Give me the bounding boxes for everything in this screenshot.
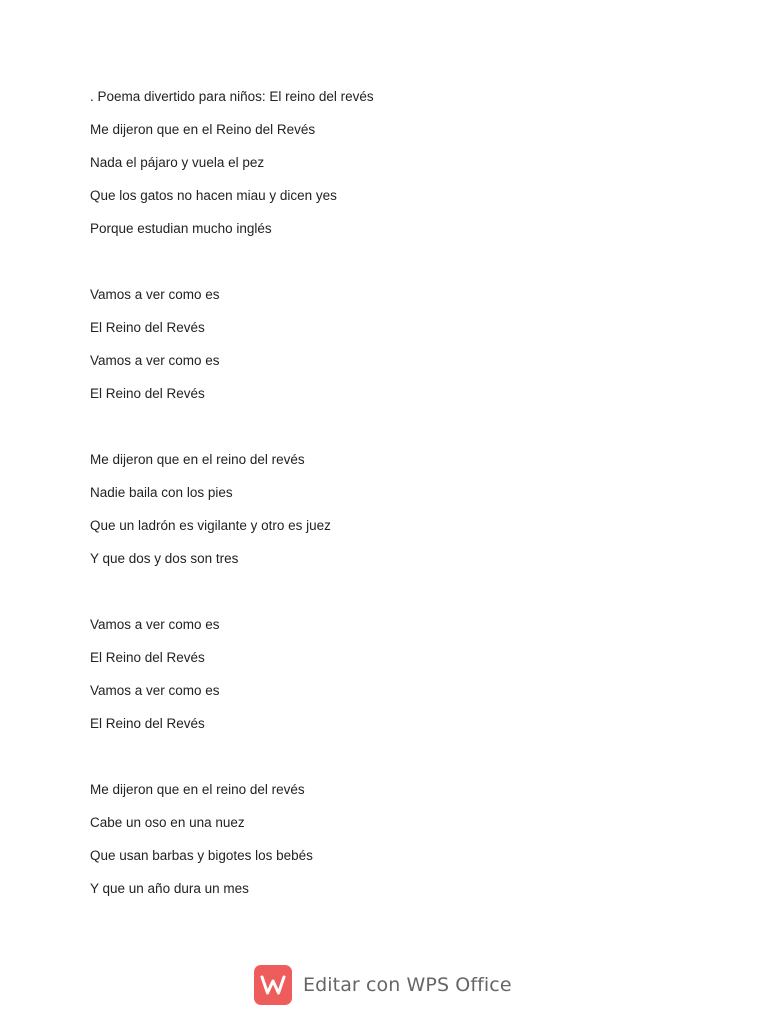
poem-line: Y que un año dura un mes [90,881,249,896]
poem-line: Que un ladrón es vigilante y otro es juez [90,518,331,533]
poem-line: Nada el pájaro y vuela el pez [90,155,265,170]
poem-body [90,88,690,913]
wps-office-icon [254,965,292,1005]
poem-line: El Reino del Revés [90,716,205,731]
poem-line: Y que dos y dos son tres [90,551,239,566]
poem-title-line: . Poema divertido para niños: El reino del revés [90,89,374,104]
poem-line: Me dijeron que en el reino del revés [90,782,305,797]
poem-line: Vamos a ver como es [90,617,220,632]
poem-line: El Reino del Revés [90,386,205,401]
poem-line: Vamos a ver como es [90,287,220,302]
poem-line: Me dijeron que en el reino del revés [90,452,305,467]
poem-line: Nadie baila con los pies [90,485,233,500]
poem-line: Vamos a ver como es [90,353,220,368]
edit-with-wps-label: Editar con WPS Office [303,974,512,996]
poem-line: Que usan barbas y bigotes los bebés [90,848,313,863]
poem-line: Porque estudian mucho inglés [90,221,272,236]
poem-line: El Reino del Revés [90,650,205,665]
edit-with-wps-office-button[interactable] [254,965,512,1005]
poem-line: Que los gatos no hacen miau y dicen yes [90,188,337,203]
poem-line: Me dijeron que en el Reino del Revés [90,122,316,137]
poem-line: Vamos a ver como es [90,683,220,698]
poem-line: El Reino del Revés [90,320,205,335]
poem-line: Cabe un oso en una nuez [90,815,245,830]
